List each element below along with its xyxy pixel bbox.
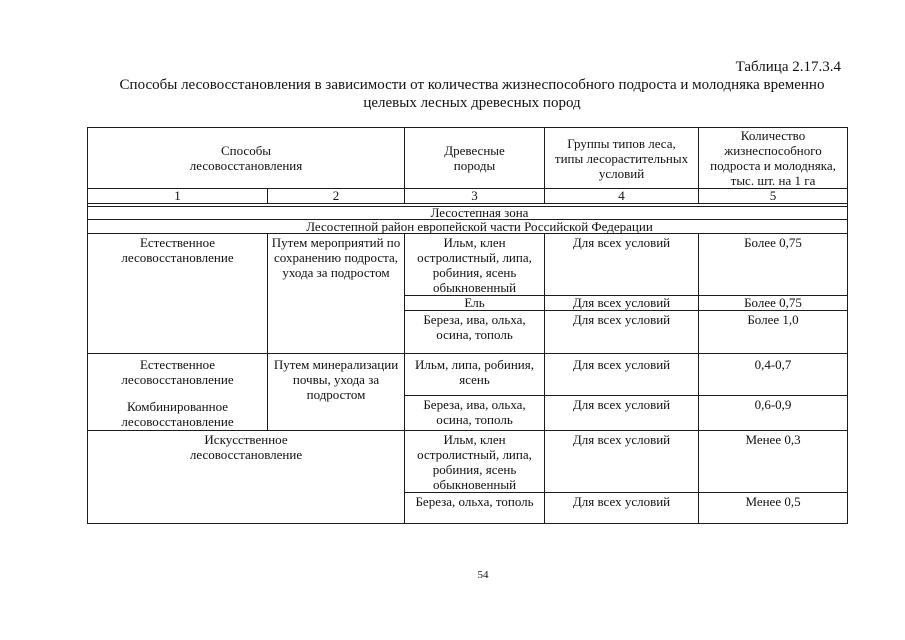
region-label: Лесостепной район европейской части Российской Федерации	[88, 220, 848, 234]
quantity-cell: Более 1,0	[699, 311, 848, 354]
conditions-cell: Для всех условий	[545, 234, 699, 296]
measure-cell: Путем минерализации почвы, ухода за подростом	[268, 354, 405, 431]
method-cell: Искусственное лесовосстановление	[88, 431, 405, 524]
method-cell	[88, 354, 268, 431]
conditions-cell: Для всех условий	[545, 311, 699, 354]
species-cell: Ель	[405, 296, 545, 311]
header-row	[88, 128, 848, 189]
column-number-5: 5	[699, 189, 848, 204]
conditions-cell: Для всех условий	[545, 493, 699, 524]
region-row	[88, 220, 848, 234]
method-natural: Естественное лесовосстановление	[121, 357, 234, 387]
header-species: Древесные породы	[405, 128, 545, 189]
conditions-cell: Для всех условий	[545, 396, 699, 431]
species-cell: Ильм, клен остролистный, липа, робиния, ясень обыкновенный	[405, 234, 545, 296]
conditions-cell: Для всех условий	[545, 296, 699, 311]
header-forest-types: Группы типов леса, типы лесорастительных условий	[545, 128, 699, 189]
species-cell: Береза, ольха, тополь	[405, 493, 545, 524]
column-number-4: 4	[545, 189, 699, 204]
species-cell: Береза, ива, ольха, осина, тополь	[405, 396, 545, 431]
conditions-cell: Для всех условий	[545, 354, 699, 396]
species-cell: Ильм, клен остролистный, липа, робиния, ясень обыкновенный	[405, 431, 545, 493]
quantity-cell: Более 0,75	[699, 234, 848, 296]
table-row	[88, 354, 848, 396]
page-number: 54	[477, 569, 489, 581]
quantity-cell: Более 0,75	[699, 296, 848, 311]
table-label: Таблица 2.17.3.4	[735, 59, 841, 75]
species-cell: Ильм, липа, робиния, ясень	[405, 354, 545, 396]
column-number-row	[88, 189, 848, 204]
table-row	[88, 234, 848, 296]
species-cell: Береза, ива, ольха, осина, тополь	[405, 311, 545, 354]
quantity-cell: Менее 0,3	[699, 431, 848, 493]
zone-label: Лесостепная зона	[88, 207, 848, 220]
method-combined: Комбинированное лесовосстановление	[121, 399, 234, 429]
header-quantity: Количество жизнеспособного подроста и молодняка, тыс. шт. на 1 га	[699, 128, 848, 189]
measure-cell: Путем мероприятий по сохранению подроста, ухода за подростом	[268, 234, 405, 354]
header-methods: Способы лесовосстановления	[88, 128, 405, 189]
conditions-cell: Для всех условий	[545, 431, 699, 493]
table-title: Способы лесовосстановления в зависимости от количества жизнеспособного подроста и молодняка временно целевых лесных древесных пород	[119, 77, 825, 111]
zone-row	[88, 207, 848, 220]
quantity-cell: 0,4-0,7	[699, 354, 848, 396]
column-number-2: 2	[268, 189, 405, 204]
quantity-cell: 0,6-0,9	[699, 396, 848, 431]
column-number-1: 1	[88, 189, 268, 204]
quantity-cell: Менее 0,5	[699, 493, 848, 524]
table-row	[88, 431, 848, 493]
method-cell: Естественное лесовосстановление	[88, 234, 268, 354]
reforestation-table	[87, 127, 848, 524]
column-number-3: 3	[405, 189, 545, 204]
